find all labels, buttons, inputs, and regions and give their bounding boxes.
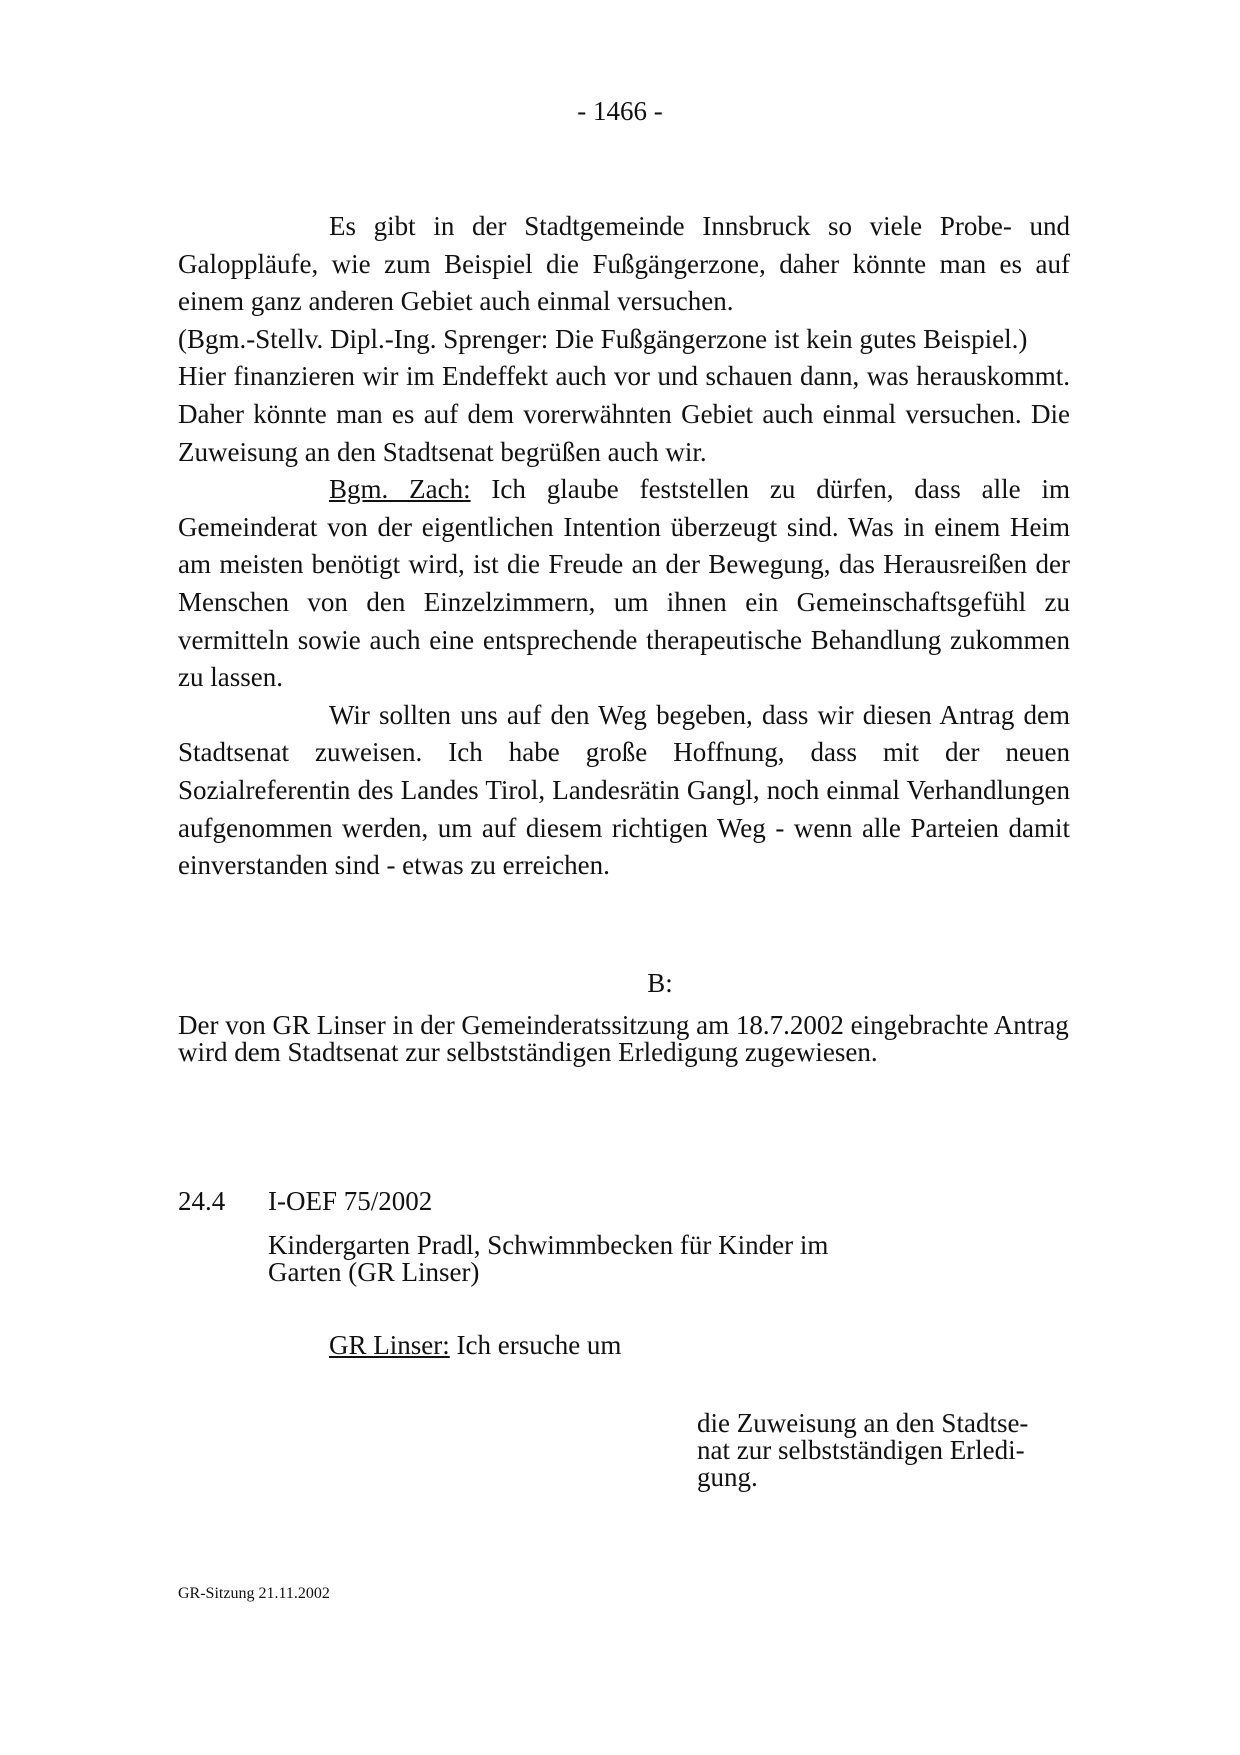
speaker-name: Bgm. Zach: bbox=[329, 474, 471, 505]
speech-text: Ich glaube feststellen zu dürfen, dass alle im Gemeinderat von der eigentlichen Intention überzeugt sind. Was in einem Heim am meisten benötigt wird, ist die Freude an der Bewegung, das Herausreißen der Menschen von den Einzelzimmern, um ihnen ein Gemeinschaftsgefühl zu vermitteln sowie auch eine entsprechende therapeutische Behandlung zukommen zu lassen. bbox=[178, 474, 1070, 693]
paragraph: Es gibt in der Stadtgemeinde Innsbruck so viele Probe- und Galoppläufe, wie zum Beispiel die Fußgängerzone, daher könnte man es auf einem ganz anderen Gebiet auch einmal versuchen. bbox=[178, 211, 1070, 317]
agenda-item-title-line: Kindergarten Pradl, Schwimmbecken für Kinder im bbox=[268, 1230, 829, 1260]
speech-text: Ich ersuche um bbox=[449, 1330, 622, 1360]
agenda-item-code: I-OEF 75/2002 bbox=[268, 1186, 433, 1216]
footer-session-date: GR-Sitzung 21.11.2002 bbox=[178, 1585, 330, 1602]
page-number: - 1466 - bbox=[577, 96, 663, 126]
request-text bbox=[697, 1410, 1070, 1491]
speaker-name: GR Linser: bbox=[329, 1330, 450, 1360]
section-label: B: bbox=[647, 968, 673, 998]
interjection: (Bgm.-Stellv. Dipl.-Ing. Sprenger: Die Fußgängerzone ist kein gutes Beispiel.) bbox=[178, 323, 1028, 354]
body-text bbox=[178, 208, 1070, 885]
agenda-item-number: 24.4 bbox=[178, 1186, 226, 1216]
request-line: die Zuweisung an den Stadtse- bbox=[697, 1408, 1029, 1438]
agenda-item-title-line: Garten (GR Linser) bbox=[268, 1257, 480, 1287]
paragraph: Hier finanzieren wir im Endeffekt auch vor und schauen dann, was herauskommt. Daher könnte man es auf dem vorerwähnten Gebiet auch einmal versuchen. Die Zuweisung an den Stadtsenat begrüßen auch wir. bbox=[178, 361, 1070, 467]
paragraph: Wir sollten uns auf den Weg begeben, dass wir diesen Antrag dem Stadtsenat zuweisen. Ich habe große Hoffnung, dass mit der neuen Sozialreferentin des Landes Tirol, Landesrätin Gangl, noch einmal Verhandlungen aufgenommen werden, um auf diesem richtigen Weg - wenn alle Parteien damit einverstanden sind - etwas zu erreichen. bbox=[178, 699, 1070, 881]
decision-text: Der von GR Linser in der Gemeinderatssitzung am 18.7.2002 eingebrachte Antrag wird dem Stadtsenat zur selbstständigen Erledigung zugewiesen. bbox=[178, 1010, 1069, 1067]
speaker-paragraph bbox=[178, 471, 1070, 697]
agenda-item-title bbox=[268, 1232, 928, 1286]
speaker-line bbox=[329, 1330, 621, 1361]
request-line: gung. bbox=[697, 1462, 758, 1492]
request-line: nat zur selbstständigen Erledi- bbox=[697, 1435, 1025, 1465]
